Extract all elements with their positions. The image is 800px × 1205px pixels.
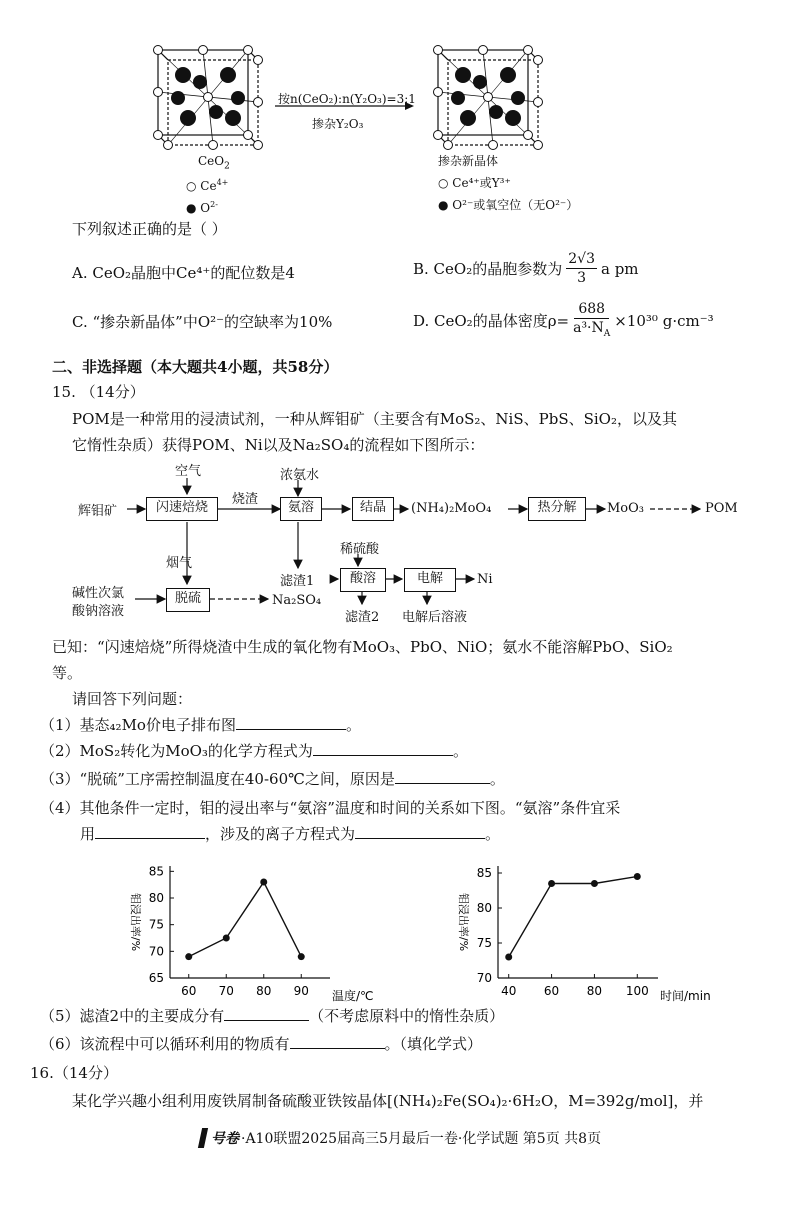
x-tick-label: 90 xyxy=(293,984,309,998)
flow-ammonium-molybdate: (NH₄)₂MoO₄ xyxy=(411,501,492,516)
footer-text: ·A10联盟2025届高三5月最后一卷·化学试题 第5页 共8页 xyxy=(241,1131,602,1147)
x-tick-label: 40 xyxy=(501,984,517,998)
flow-ni: Ni xyxy=(477,572,493,587)
x-tick-label: 60 xyxy=(543,984,560,998)
flow-ammonia-water: 浓氨水 xyxy=(280,468,320,483)
doped-legend-ce: ○ Ce⁴⁺或Y³⁺ xyxy=(438,176,511,190)
y-axis-label: 钼浸出率/% xyxy=(129,892,142,952)
flow-residue1: 滤渣1 xyxy=(280,574,315,589)
answer-blank-3[interactable] xyxy=(395,769,490,784)
flow-dilute-acid: 稀硫酸 xyxy=(340,542,380,557)
flow-roast-box: 闪速焙烧 xyxy=(146,497,218,521)
flow-flue-gas: 烟气 xyxy=(166,556,193,571)
answer-blank-4a[interactable] xyxy=(95,824,205,839)
arrow-condition-bottom: 掺杂Y₂O₃ xyxy=(312,117,364,131)
x-tick-label: 60 xyxy=(181,984,197,998)
x-tick-label: 100 xyxy=(625,984,649,998)
arrow-condition-top: 按n(CeO₂):n(Y₂O₃)=3:1 xyxy=(278,92,416,106)
q16-number: 16.（14分） xyxy=(30,1064,118,1082)
answer-blank-4b[interactable] xyxy=(355,824,485,839)
brand-logo xyxy=(198,1128,208,1148)
q15-prompt: 请回答下列问题： xyxy=(72,690,193,708)
data-point xyxy=(298,953,305,960)
q14-option-c: C. “掺杂新晶体”中O²⁻的空缺率为10% xyxy=(72,313,333,331)
series-line xyxy=(189,882,302,957)
y-tick-label: 70 xyxy=(476,971,492,985)
q15-sub1: （1）基态₄₂Mo价电子排布图 。 xyxy=(40,716,361,734)
y-tick-label: 65 xyxy=(148,971,164,985)
flow-air: 空气 xyxy=(175,464,202,479)
flow-after-electrolysis: 电解后溶液 xyxy=(402,610,468,625)
flow-moo3: MoO₃ xyxy=(607,501,645,516)
q14-b-numerator: 2√3 xyxy=(568,251,595,267)
flow-electrolysis-box: 电解 xyxy=(404,568,456,592)
y-axis-label: 钼浸出率/% xyxy=(457,892,470,952)
q15-sub6: （6）该流程中可以循环利用的物质有 。（填化学式） xyxy=(40,1035,483,1053)
flow-thermal-box: 热分解 xyxy=(528,497,586,521)
y-tick-label: 75 xyxy=(148,917,164,932)
q15-sub3: （3）“脱硫”工序需控制温度在40-60℃之间，原因是 。 xyxy=(40,770,505,788)
q14-stem: 下列叙述正确的是（ ） xyxy=(72,220,227,238)
footer xyxy=(200,1128,601,1148)
flow-desulfur-box: 脱硫 xyxy=(166,588,210,612)
data-point xyxy=(505,954,512,961)
answer-blank-6[interactable] xyxy=(290,1034,385,1049)
y-tick-label: 80 xyxy=(476,901,492,915)
q14-option-a: A. CeO₂晶胞中Ce⁴⁺的配位数是4 xyxy=(72,264,295,282)
q15-intro-line1: POM是一种常用的浸渍试剂，一种从辉钼矿（主要含有MoS₂、NiS、PbS、SiO₂，以及其 xyxy=(72,410,677,428)
y-tick-label: 80 xyxy=(148,891,164,905)
data-point xyxy=(260,879,267,886)
q15-sub4-line1: （4）其他条件一定时，钼的浸出率与“氨溶”温度和时间的关系如下图。“氨溶”条件宜采 xyxy=(40,799,621,817)
q14-option-b: B. CeO₂的晶胞参数为 $\frac{2√3}{3}$ a pm xyxy=(413,251,639,286)
footer-logo-text: 号卷 xyxy=(211,1131,239,1147)
y-tick-label: 75 xyxy=(476,936,492,950)
chart-time xyxy=(438,856,718,1006)
answer-blank-2[interactable] xyxy=(313,741,453,756)
y-tick-label: 70 xyxy=(148,944,164,959)
y-tick-label: 85 xyxy=(476,866,492,880)
doped-legend-o: ● O²⁻或氧空位（无O²⁻） xyxy=(438,198,579,212)
data-point xyxy=(548,880,555,887)
x-axis-label: 时间/min xyxy=(660,989,711,1003)
x-tick-label: 80 xyxy=(586,984,603,998)
q16-line1: 某化学兴趣小组利用废铁屑制备硫酸亚铁铵晶体[(NH₄)₂Fe(SO₄)₂·6H₂O，M=392g/mol]，并 xyxy=(72,1092,704,1110)
flow-acid-dissolve-box: 酸溶 xyxy=(340,568,386,592)
data-point xyxy=(591,880,598,887)
flow-na2so4: Na₂SO₄ xyxy=(272,593,322,608)
q15-sub2: （2）MoS₂转化为MoO₃的化学方程式为 。 xyxy=(40,742,468,760)
flow-ore: 辉钼矿 xyxy=(78,504,118,519)
y-tick-label: 85 xyxy=(148,864,164,879)
x-axis-label: 温度/℃ xyxy=(332,989,374,1003)
q14-option-d: D. CeO₂的晶体密度ρ= $\frac{688}{a^3\cdot N_A}$ ×10³⁰ g·cm⁻³ xyxy=(413,300,714,343)
q15-sub4-line2: 用 ，涉及的离子方程式为 。 xyxy=(80,825,501,843)
q15-number: 15. （14分） xyxy=(52,383,145,401)
series-line xyxy=(509,877,638,958)
data-point xyxy=(223,935,230,942)
x-tick-label: 80 xyxy=(256,984,272,998)
ceo2-label: CeO$_2$ xyxy=(198,154,230,172)
doped-label: 掺杂新晶体 xyxy=(438,154,499,168)
flow-hypochlorite-1: 碱性次氯 xyxy=(72,586,125,601)
answer-blank-1[interactable] xyxy=(236,715,346,730)
ceo2-legend-o: ● $O^{2-}$ xyxy=(186,200,218,215)
q14-d-denominator: $a^3\cdot N_A$ xyxy=(573,320,611,339)
q15-known-line1: 已知：“闪速焙烧”所得烧渣中生成的氧化物有MoO₃、PbO、NiO；氨水不能溶解PbO、SiO₂ xyxy=(52,638,673,656)
q15-intro-line2: 它惰性杂质）获得POM、Ni以及Na₂SO₄的流程如下图所示： xyxy=(72,436,485,454)
section-heading: 二、非选择题（本大题共4小题，共58分） xyxy=(52,358,339,376)
q14-b-denominator: 3 xyxy=(577,270,587,286)
chart-temperature xyxy=(110,856,390,1006)
data-point xyxy=(634,873,641,880)
q14-d-numerator: 688 xyxy=(574,300,609,319)
flow-hypochlorite-2: 酸钠溶液 xyxy=(72,604,125,619)
flow-pom: POM xyxy=(705,501,738,516)
flow-ammonia-dissolve-box: 氨溶 xyxy=(280,497,322,521)
x-tick-label: 70 xyxy=(218,984,234,998)
flow-slag: 烧渣 xyxy=(232,492,259,507)
flow-residue2: 滤渣2 xyxy=(345,610,380,625)
data-point xyxy=(185,953,192,960)
flow-crystallize-box: 结晶 xyxy=(352,497,394,521)
q15-sub5: （5）滤渣2中的主要成分有 （不考虑原料中的惰性杂质） xyxy=(40,1007,505,1025)
ceo2-legend-ce: ○ $Ce^{4+}$ xyxy=(186,178,229,193)
answer-blank-5[interactable] xyxy=(224,1006,309,1021)
q15-known-line2: 等。 xyxy=(52,664,83,682)
